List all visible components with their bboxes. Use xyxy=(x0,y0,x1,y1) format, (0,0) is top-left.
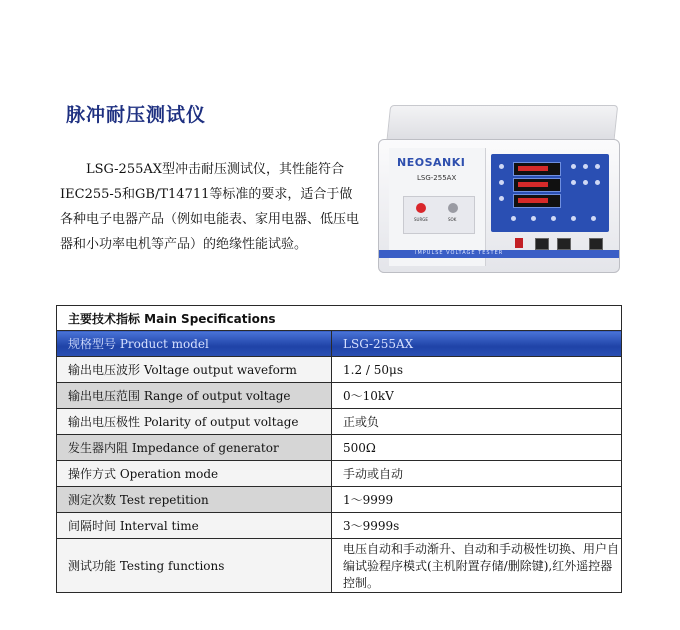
indicator-dot-icon xyxy=(571,164,576,169)
surge-lamp-icon xyxy=(416,203,426,213)
device-model: LSG-255AX xyxy=(417,174,457,182)
description-text: LSG-255AX型冲击耐压测试仪，其性能符合IEC255-5和GB/T14711等标准的要求，适合于做各种电子电器产品（例如电能表、家用电器、低压电器和小功率电机等产品）的绝缘性能试验。 xyxy=(60,162,360,252)
table-row xyxy=(57,409,622,435)
model-row xyxy=(57,331,622,357)
device-brand: NEOSANKI xyxy=(397,156,466,169)
specifications-table xyxy=(56,305,622,593)
indicator-dot-icon xyxy=(595,164,600,169)
device-front-panel xyxy=(378,139,620,273)
indicator-dot-icon xyxy=(511,216,516,221)
table-row xyxy=(57,539,622,593)
lamp-label: SOK xyxy=(448,217,457,222)
device-left-panel xyxy=(389,148,486,266)
indicator-dot-icon xyxy=(583,180,588,185)
table-heading: 主要技术指标 Main Specifications xyxy=(57,306,622,331)
black-key-icon xyxy=(557,238,571,250)
spec-label: 测定次数 Test repetition xyxy=(57,487,332,513)
indicator-dot-icon xyxy=(499,164,504,169)
table-row xyxy=(57,383,622,409)
indicator-dot-icon xyxy=(595,180,600,185)
table-row xyxy=(57,435,622,461)
black-key-icon xyxy=(535,238,549,250)
table-row xyxy=(57,357,622,383)
lamp-panel xyxy=(403,196,475,234)
indicator-dot-icon xyxy=(551,216,556,221)
device-image xyxy=(374,105,622,277)
indicator-dot-icon xyxy=(571,180,576,185)
indicator-dot-icon xyxy=(531,216,536,221)
display-window xyxy=(513,178,561,192)
indicator-dot-icon xyxy=(499,180,504,185)
device-display-panel xyxy=(491,154,609,232)
indicator-dot-icon xyxy=(499,196,504,201)
spec-label: 测试功能 Testing functions xyxy=(57,539,332,593)
spec-value: 1～9999 xyxy=(332,487,622,513)
spec-value: 500Ω xyxy=(332,435,622,461)
indicator-dot-icon xyxy=(571,216,576,221)
display-window xyxy=(513,162,561,176)
spec-value: 3～9999s xyxy=(332,513,622,539)
spec-value: 电压自动和手动渐升、自动和手动极性切换、用户自编试验程序模式(主机附置存储/删除键),红外遥控器控制。 xyxy=(332,539,622,593)
sok-lamp-icon xyxy=(448,203,458,213)
indicator-dot-icon xyxy=(583,164,588,169)
display-window xyxy=(513,194,561,208)
spec-label: 输出电压范围 Range of output voltage xyxy=(57,383,332,409)
spec-value: 手动或自动 xyxy=(332,461,622,487)
spec-value: 0～10kV xyxy=(332,383,622,409)
model-label: 规格型号 Product model xyxy=(57,331,332,357)
model-value: LSG-255AX xyxy=(332,331,622,357)
product-description xyxy=(60,157,360,257)
spec-label: 输出电压极性 Polarity of output voltage xyxy=(57,409,332,435)
page-title: 脉冲耐压测试仪 xyxy=(66,104,207,126)
spec-value: 正或负 xyxy=(332,409,622,435)
spec-label: 间隔时间 Interval time xyxy=(57,513,332,539)
table-row xyxy=(57,513,622,539)
spec-label: 发生器内阻 Impedance of generator xyxy=(57,435,332,461)
red-key-icon xyxy=(515,238,523,248)
power-switch-icon xyxy=(589,238,603,250)
lamp-label: SURGE xyxy=(414,217,428,222)
spec-label: 操作方式 Operation mode xyxy=(57,461,332,487)
spec-label: 输出电压波形 Voltage output waveform xyxy=(57,357,332,383)
device-strip-text: IMPULSE VOLTAGE TESTER xyxy=(415,250,504,256)
table-row xyxy=(57,487,622,513)
table-heading-row xyxy=(57,306,622,331)
spec-value: 1.2 / 50μs xyxy=(332,357,622,383)
indicator-dot-icon xyxy=(591,216,596,221)
table-row xyxy=(57,461,622,487)
